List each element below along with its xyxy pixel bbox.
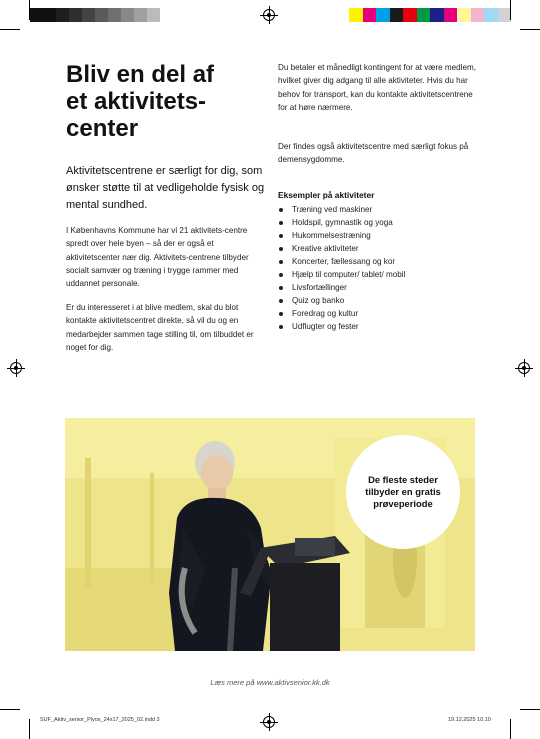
- list-item: Koncerter, fællessang og kor: [278, 255, 405, 268]
- list-item: Foredrag og kultur: [278, 307, 405, 320]
- trial-period-badge: [346, 435, 460, 549]
- color-swatch: [403, 8, 417, 22]
- print-date: 19.12.2025 10.10: [448, 717, 491, 723]
- list-item: Kreative aktiviteter: [278, 242, 405, 255]
- body-paragraph: I Københavns Kommune har vi 21 aktivitets-centre spredt over hele byen – så der er også et aktivitetscenter nær dig. Aktivitets-centrene tilbyder socialt samvær og træning i trygge rammer med uddannet personale.: [66, 226, 249, 289]
- crop-mark: [29, 0, 30, 20]
- list-item: Udflugter og fester: [278, 320, 405, 333]
- crop-mark: [510, 719, 511, 739]
- grayscale-color-bar: [30, 8, 160, 22]
- registration-mark-left: [10, 362, 22, 374]
- color-swatch: [471, 8, 485, 22]
- body-paragraph: Er du interesseret i at blive medlem, skal du blot kontakte aktivitetscentret direkte, så vil du og en medarbejder sammen tage stilling til, om tilbuddet er noget for dig.: [66, 303, 254, 352]
- list-item: Hjælp til computer/ tablet/ mobil: [278, 268, 405, 281]
- color-swatch: [147, 8, 160, 22]
- color-swatch: [108, 8, 121, 22]
- color-swatch: [349, 8, 363, 22]
- registration-mark-right: [518, 362, 530, 374]
- more-info-link[interactable]: Læs mere på www.aktivsenior.kk.dk: [210, 678, 330, 687]
- color-swatch: [390, 8, 404, 22]
- color-swatch: [121, 8, 134, 22]
- title-line: et aktivitets-: [66, 88, 207, 115]
- badge-text: De fleste steder tilbyder en gratis prøveperiode: [365, 474, 441, 509]
- color-swatch: [457, 8, 471, 22]
- list-item: Livsfortællinger: [278, 281, 405, 294]
- list-item: Holdspil, gymnastik og yoga: [278, 216, 405, 229]
- process-color-bar: [349, 8, 511, 22]
- color-swatch: [56, 8, 69, 22]
- color-swatch: [69, 8, 82, 22]
- crop-mark: [0, 29, 20, 30]
- activities-list: [278, 203, 405, 333]
- color-swatch: [95, 8, 108, 22]
- body-paragraph: Du betaler et månedligt kontingent for at være medlem, hvilket giver dig adgang til alle aktiviteter. Hvis du har behov for transport, kan du kontakte aktivitetscentrene for at høre nærmere.: [278, 63, 476, 112]
- color-swatch: [363, 8, 377, 22]
- color-swatch: [430, 8, 444, 22]
- color-swatch: [484, 8, 498, 22]
- color-swatch: [30, 8, 43, 22]
- crop-mark: [520, 709, 540, 710]
- page-title: [66, 61, 266, 142]
- title-line: Bliv en del af: [66, 61, 215, 88]
- color-swatch: [417, 8, 431, 22]
- color-swatch: [376, 8, 390, 22]
- crop-mark: [510, 0, 511, 20]
- print-slug: SUF_Aktiv_senior_Plyos_24x17_2025_02.indd 3: [40, 717, 160, 723]
- list-item: Hukommelsestræning: [278, 229, 405, 242]
- crop-mark: [520, 29, 540, 30]
- list-item: Quiz og banko: [278, 294, 405, 307]
- title-line: center: [66, 115, 139, 142]
- list-item: Træning ved maskiner: [278, 203, 405, 216]
- lead-paragraph: Aktivitetscentrene er særligt for dig, som ønsker støtte til at vedligeholde fysisk og mental sundhed.: [66, 165, 265, 211]
- color-swatch: [43, 8, 56, 22]
- color-swatch: [82, 8, 95, 22]
- color-swatch: [134, 8, 147, 22]
- crop-mark: [0, 709, 20, 710]
- crop-mark: [29, 719, 30, 739]
- activities-heading: Eksempler på aktiviteter: [278, 190, 375, 200]
- color-swatch: [444, 8, 458, 22]
- color-swatch: [498, 8, 512, 22]
- registration-mark-bottom: [263, 716, 275, 728]
- body-paragraph: Der findes også aktivitetscentre med særligt fokus på demensygdomme.: [278, 142, 469, 165]
- registration-mark-top: [263, 9, 275, 21]
